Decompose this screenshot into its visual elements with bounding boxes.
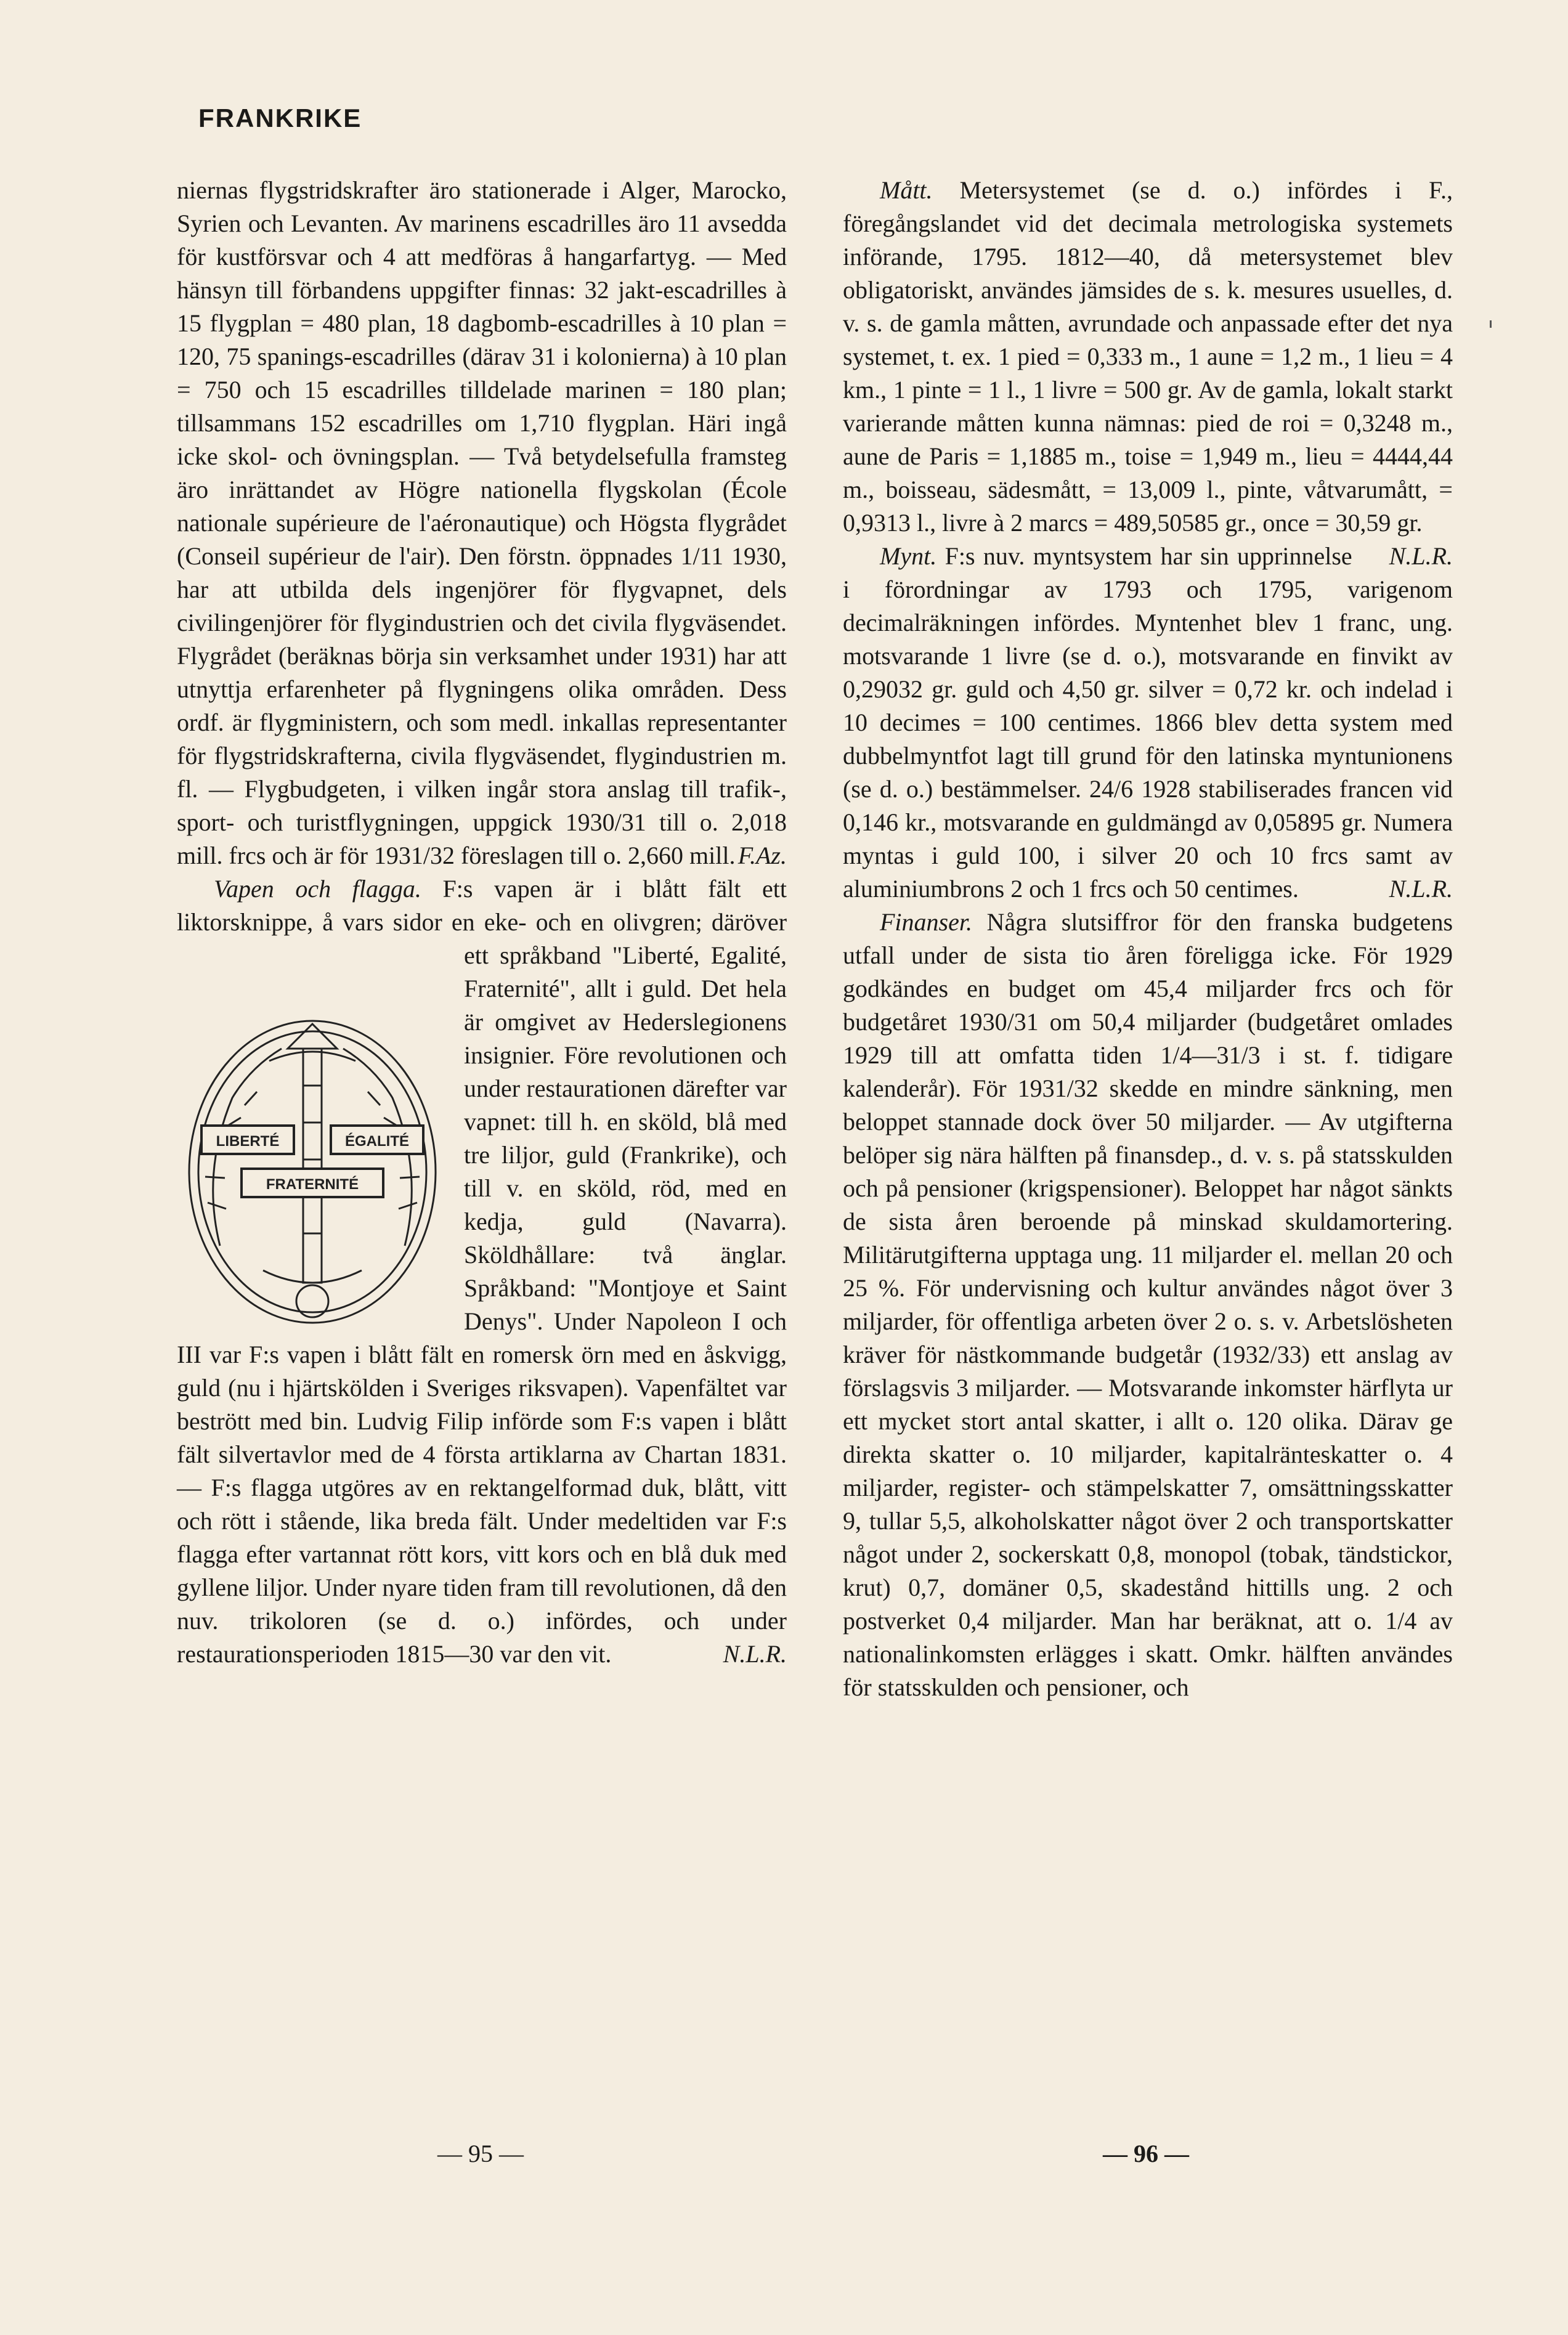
emblem-band-fraternite: FRATERNITÉ xyxy=(266,1176,359,1193)
page-number-right: — 96 — xyxy=(1103,2140,1189,2167)
coins-heading: Mynt. xyxy=(880,542,937,570)
finances-paragraph xyxy=(843,906,1453,1704)
coat-of-arms-emblem xyxy=(177,1012,448,1332)
finances-heading: Finanser. xyxy=(880,908,972,936)
air-force-text: niernas flygstridskrafter äro stationerade i Alger, Marocko, Syrien och Levanten. Av marinens escadrilles äro 11 avsedda för kustförsvar och 4 att medföras å hangarfartyg. — Med hänsyn till förbandens uppgifter finnas: 32 jakt-escadrilles à 15 flygplan = 480 plan, 18 dagbomb-escadrilles à 10 plan = 120, 75 spanings-escadrilles (därav 31 i kolonierna) à 10 plan = 750 och 15 escadrilles tilldelade marinen = 180 plan; tillsammans 152 escadrilles om 1,710 flygplan. Häri ingå icke skol- och övningsplan. — Två betydelsefulla framsteg äro inrättandet av Högre nationella flygskolan (École nationale supérieure de l'aéronautique) och Högsta flygrådet (Conseil supérieur de l'air). Den förstn. öppnades 1/11 1930, har att utbilda dels ingenjörer för flygvapnet, dels civilingenjörer för flygindustrien och det civila flygväsendet. Flygrådet (beräknas börja sin verksamhet under 1931) har att utnyttja erfarenheter på flygningens olika områden. Dess ordf. är flygministern, och som medl. inkallas representanter för flygstridskrafterna, civila flygväsendet, flygindustrien m. fl. — Flygbudgeten, i vilken ingår stora anslag till trafik-, sport- och turistflygningen, uppgick 1930/31 till o. 2,018 mill. frcs och är för 1931/32 föreslagen till o. 2,660 mill. xyxy=(177,176,787,869)
arms-lead-text: F:s vapen är i blått fält ett liktorsknippe, å vars sidor en eke- och en xyxy=(177,875,787,936)
page-number-left: — 95 — xyxy=(437,2140,524,2167)
running-header: FRANKRIKE xyxy=(198,104,362,132)
air-force-paragraph xyxy=(177,174,787,872)
left-column xyxy=(177,174,787,1671)
page-mark xyxy=(1490,320,1492,328)
signature-nlr-measures: N.L.R. xyxy=(1389,542,1453,570)
right-column xyxy=(843,174,1453,1704)
arms-wrap-text: olivgren; däröver ett språkband "Liberté, Egalité, Fraternité", allt i guld. Det hela är omgivet av Hederslegionens insignier. Före revolutionen och under restaurationen därefter var vapnet: till h. en sköld, blå med tre liljor, guld (Frankrike), och till v. en sköld, röd, med en kedja, guld (Navarra). Sköldhållare: två änglar. Språkband: "Montjoye et Saint Denys". Under Napoleon I och III var F:s vapen i blått fält en romersk örn med en åskvigg, guld (nu i hjärtskölden i Sveriges riksvapen). Vapenfältet var bestrött med bin. Ludvig Filip införde som F:s vapen i blått fält silvertavlor med de 4 första artiklarna av Chartan 1831. — F:s flagga utgöres av en rektangelformad duk, blått, vitt och rött i stående, lika breda fält. Under medeltiden var F:s flagga efter vartannat rött kors, vitt kors och en blå duk med gyllene liljor. Under nyare tiden fram till revolutionen, då den nuv. trikoloren (se d. o.) infördes, och under restaurationsperioden 1815—30 var den vit. xyxy=(177,908,787,1668)
measures-heading: Mått. xyxy=(880,176,933,204)
coins-paragraph xyxy=(843,540,1453,906)
signature-nlr-arms: N.L.R. xyxy=(723,1640,787,1668)
measures-text: Metersystemet (se d. o.) infördes i F., föregångslandet vid det decimala metrologiska systemets införande, 1795. 1812—40, då metersystemet blev obligatoriskt, användes jämsides de s. k. mesures usuelles, d. v. s. de gamla måtten, avrundade och anpassade efter det nya systemet, t. ex. 1 pied = 0,333 m., 1 aune = 1,2 m., 1 lieu = 4 km., 1 pinte = 1 l., 1 livre = 500 gr. Av de gamla, lokalt starkt varierande måtten kunna nämnas: pied de roi = 0,3248 m., aune de Paris = 1,1885 m., toise = 1,949 m., lieu = 4444,44 m., boisseau, sädesmått, = 13,009 l., pinte, våtvarumått, = 0,9313 l., livre à 2 marcs = 489,50585 gr., once = 30,59 gr. xyxy=(843,176,1453,537)
arms-and-flag-paragraph xyxy=(177,872,787,1671)
signature-faz: F.Az. xyxy=(737,842,787,869)
arms-heading: Vapen och flagga. xyxy=(214,875,421,903)
emblem-band-liberte: LIBERTÉ xyxy=(216,1133,280,1150)
emblem-band-egalite: ÉGALITÉ xyxy=(344,1133,410,1150)
coins-text: F:s nuv. myntsystem har sin upprinnelse i förordningar av 1793 och 1795, varigenom decimalräkningen infördes. Myntenhet blev 1 franc, ung. motsvarande 1 livre (se d. o.), motsvarande en finvikt av 0,29032 gr. guld och 4,50 gr. silver = 0,72 kr. och indelad i 10 decimes = 100 centimes. 1866 blev detta system med dubbelmyntfot lagt till grund för den latinska myntunionens (se d. o.) bestämmelser. 24/6 1928 stabiliserades francen vid 0,146 kr., motsvarande en guldmängd av 0,05895 gr. Numera myntas i guld 100, i silver 20 och 10 frcs samt av aluminiumbrons 2 och 1 frcs och 50 centimes. xyxy=(843,542,1453,903)
finances-text: Några slutsiffror för den franska budgetens utfall under de sista tio åren föreligga icke. För 1929 godkändes en budget om 45,4 miljarder frcs och för budgetåret 1930/31 om 50,4 miljarder (budgetåret omlades 1929 till att omfatta tiden 1/4—31/3 i st. f. tidigare kalenderår). För 1931/32 skedde en mindre sänkning, men beloppet stannade dock över 50 miljarder. — Av utgifterna belöper sig nära hälften på finansdep., d. v. s. på statsskulden och på pensioner (krigspensioner). Beloppet har något sänkts de sista åren beroende på minskad skuldamortering. Militärutgifterna upptaga ung. 11 miljarder el. mellan 20 och 25 %. För undervisning och kultur användes något över 3 miljarder, för offentliga arbeten över 2 o. s. v. Arbetslösheten kräver för nästkommande budgetår (1932/33) ett anslag av förslagsvis 3 miljarder. — Motsvarande inkomster härflyta ur ett mycket stort antal skatter, i allt o. 120 olika. Därav ge direkta skatter o. 10 miljarder, kapitalränteskatter o. 4 miljarder, register- och stämpelskatter 7, omsättningsskatter 9, tullar 5,5, alkoholskatter något över 2 och transportskatter något under 2, sockerskatt 0,8, monopol (tobak, tändstickor, krut) 0,7, domäner 0,5, skadestånd hittills ung. 2 och postverket 0,4 miljarder. Man har beräknat, att o. 1/4 av nationalinkomsten erlägges i skatt. Omkr. hälften användes för statsskulden och pensioner, och xyxy=(843,908,1453,1701)
signature-nlr-coins: N.L.R. xyxy=(1389,875,1453,903)
